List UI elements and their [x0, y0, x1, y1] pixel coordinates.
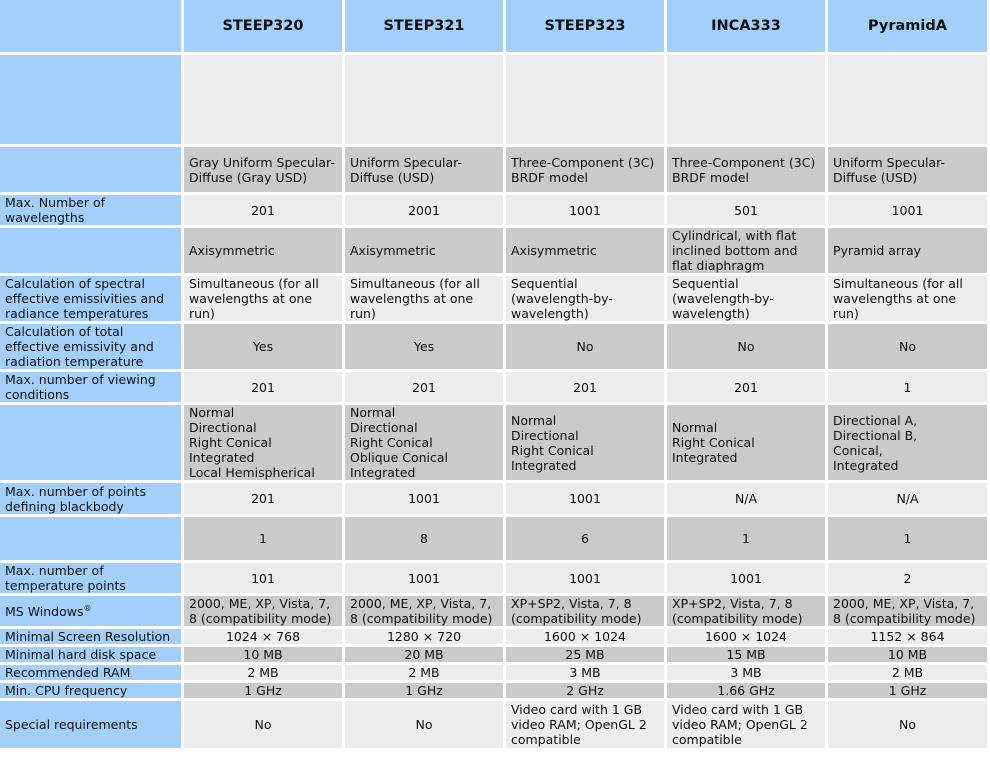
- table-cell: Video card with 1 GB video RAM; OpenGL 2 compatible: [506, 701, 664, 748]
- header-steep323: STEEP323: [506, 0, 664, 52]
- table-cell: No: [345, 701, 503, 748]
- table-cell: No: [184, 701, 342, 748]
- registered-mark: ®: [83, 603, 92, 613]
- header-steep320: STEEP320: [184, 0, 342, 52]
- row-label: Max. number of temperature points: [0, 563, 181, 593]
- table-row: [0, 563, 987, 593]
- table-cell: 2 GHz: [506, 683, 664, 698]
- row-label: [0, 228, 181, 273]
- table-cell: 1 GHz: [828, 683, 987, 698]
- table-cell: 1600 × 1024: [506, 629, 664, 644]
- row-label: Max. number of points defining blackbody: [0, 483, 181, 514]
- table-cell: 1001: [667, 563, 825, 593]
- table-row: [0, 372, 987, 402]
- table-cell: 1: [667, 517, 825, 560]
- row-label: Minimal Screen Resolution: [0, 629, 181, 644]
- header-corner: [0, 0, 181, 52]
- table-cell: 1001: [506, 563, 664, 593]
- cavity-image-cell: [184, 55, 342, 144]
- row-label: [0, 517, 181, 560]
- table-cell: 10 MB: [828, 647, 987, 662]
- table-row: [0, 228, 987, 273]
- table-cell: XP+SP2, Vista, 7, 8 (compatibility mode): [506, 596, 664, 626]
- table-cell: Normal Right Conical Integrated: [667, 405, 825, 480]
- row-label: [0, 55, 181, 144]
- table-cell: 1: [828, 372, 987, 402]
- table-cell: No: [667, 324, 825, 369]
- table-cell: Axisymmetric: [184, 228, 342, 273]
- table-cell: 6: [506, 517, 664, 560]
- header-steep321: STEEP321: [345, 0, 503, 52]
- table-row: [0, 701, 987, 748]
- table-cell: 201: [184, 483, 342, 514]
- table-cell: 2: [828, 563, 987, 593]
- table-cell: Three-Component (3C) BRDF model: [506, 147, 664, 192]
- table-cell: 20 MB: [345, 647, 503, 662]
- row-label: [0, 596, 181, 626]
- row-label: Minimal hard disk space: [0, 647, 181, 662]
- table-cell: 1152 × 864: [828, 629, 987, 644]
- table-cell: 2 MB: [828, 665, 987, 680]
- table-cell: 201: [345, 372, 503, 402]
- table-cell: 1: [184, 517, 342, 560]
- table-cell: 201: [667, 372, 825, 402]
- table-cell: 2001: [345, 195, 503, 225]
- table-cell: No: [506, 324, 664, 369]
- table-cell: 201: [184, 372, 342, 402]
- table-cell: 1024 × 768: [184, 629, 342, 644]
- table-cell: Yes: [184, 324, 342, 369]
- table-row: [0, 276, 987, 321]
- table-cell: No: [828, 701, 987, 748]
- table-cell: 1001: [828, 195, 987, 225]
- table-cell: Sequential (wavelength-by-wavelength): [506, 276, 664, 321]
- table-row: [0, 195, 987, 225]
- table-cell: 1001: [506, 195, 664, 225]
- row-label-text: MS Windows: [5, 603, 84, 619]
- row-label: Max. Number of wavelengths: [0, 195, 181, 225]
- table-row: [0, 517, 987, 560]
- table-cell: Normal Directional Right Conical Integrated: [506, 405, 664, 480]
- table-cell: Axisymmetric: [345, 228, 503, 273]
- table-cell: Uniform Specular-Diffuse (USD): [828, 147, 987, 192]
- row-label: Min. CPU frequency: [0, 683, 181, 698]
- table-row: [0, 483, 987, 514]
- table-cell: Cylindrical, with flat inclined bottom and flat diaphragm: [667, 228, 825, 273]
- table-cell: 8: [345, 517, 503, 560]
- table-cell: 1001: [506, 483, 664, 514]
- table-row: [0, 665, 987, 680]
- row-label: [0, 405, 181, 480]
- table-cell: 1: [828, 517, 987, 560]
- table-cell: Simultaneous (for all wavelengths at one run): [345, 276, 503, 321]
- table-row: [0, 147, 987, 192]
- header-row: [0, 0, 987, 52]
- row-label: [0, 147, 181, 192]
- row-label: Special requirements: [0, 701, 181, 748]
- table-cell: 201: [506, 372, 664, 402]
- table-cell: 2000, ME, XP, Vista, 7, 8 (compatibility mode): [345, 596, 503, 626]
- table-cell: Simultaneous (for all wavelengths at one run): [828, 276, 987, 321]
- table-cell: 201: [184, 195, 342, 225]
- row-label: Recommended RAM: [0, 665, 181, 680]
- table-row: [0, 324, 987, 369]
- table-row: [0, 596, 987, 626]
- cavity-image-cell: [506, 55, 664, 144]
- table-cell: 1600 × 1024: [667, 629, 825, 644]
- table-cell: N/A: [828, 483, 987, 514]
- table-cell: 101: [184, 563, 342, 593]
- table-cell: Video card with 1 GB video RAM; OpenGL 2 compatible: [667, 701, 825, 748]
- row-label: Max. number of viewing conditions: [0, 372, 181, 402]
- table-row: [0, 683, 987, 698]
- table-cell: 1001: [345, 483, 503, 514]
- table-cell: 2000, ME, XP, Vista, 7, 8 (compatibility mode): [184, 596, 342, 626]
- table-cell: Axisymmetric: [506, 228, 664, 273]
- table-cell: 15 MB: [667, 647, 825, 662]
- table-cell: 501: [667, 195, 825, 225]
- table-cell: 10 MB: [184, 647, 342, 662]
- table-row: [0, 405, 987, 480]
- table-cell: 3 MB: [667, 665, 825, 680]
- table-cell: 2000, ME, XP, Vista, 7, 8 (compatibility mode): [828, 596, 987, 626]
- row-label: Calculation of spectral effective emissivities and radiance temperatures: [0, 276, 181, 321]
- cavity-image-cell: [345, 55, 503, 144]
- table-cell: 1.66 GHz: [667, 683, 825, 698]
- table-cell: 1 GHz: [345, 683, 503, 698]
- table-cell: Pyramid array: [828, 228, 987, 273]
- table-cell: Normal Directional Right Conical Oblique Conical Integrated: [345, 405, 503, 480]
- table-cell: XP+SP2, Vista, 7, 8 (compatibility mode): [667, 596, 825, 626]
- table-cell: Sequential (wavelength-by-wavelength): [667, 276, 825, 321]
- row-label: Calculation of total effective emissivity and radiation temperature: [0, 324, 181, 369]
- table-cell: 1 GHz: [184, 683, 342, 698]
- table-cell: 2 MB: [345, 665, 503, 680]
- table-row: [0, 647, 987, 662]
- table-cell: Gray Uniform Specular-Diffuse (Gray USD): [184, 147, 342, 192]
- table-cell: 1280 × 720: [345, 629, 503, 644]
- table-cell: No: [828, 324, 987, 369]
- table-cell: Yes: [345, 324, 503, 369]
- table-cell: Normal Directional Right Conical Integrated Local Hemispherical: [184, 405, 342, 480]
- table-cell: 1001: [345, 563, 503, 593]
- table-cell: 3 MB: [506, 665, 664, 680]
- header-pyramida: PyramidA: [828, 0, 987, 52]
- table-cell: 25 MB: [506, 647, 664, 662]
- table-row-images: [0, 55, 987, 144]
- table-row: [0, 629, 987, 644]
- cavity-image-cell: [828, 55, 987, 144]
- header-inca333: INCA333: [667, 0, 825, 52]
- table-cell: 2 MB: [184, 665, 342, 680]
- table-cell: N/A: [667, 483, 825, 514]
- table-cell: Three-Component (3C) BRDF model: [667, 147, 825, 192]
- table-cell: Simultaneous (for all wavelengths at one run): [184, 276, 342, 321]
- table-cell: Directional A, Directional B, Conical, Integrated: [828, 405, 987, 480]
- table-cell: Uniform Specular-Diffuse (USD): [345, 147, 503, 192]
- cavity-image-cell: [667, 55, 825, 144]
